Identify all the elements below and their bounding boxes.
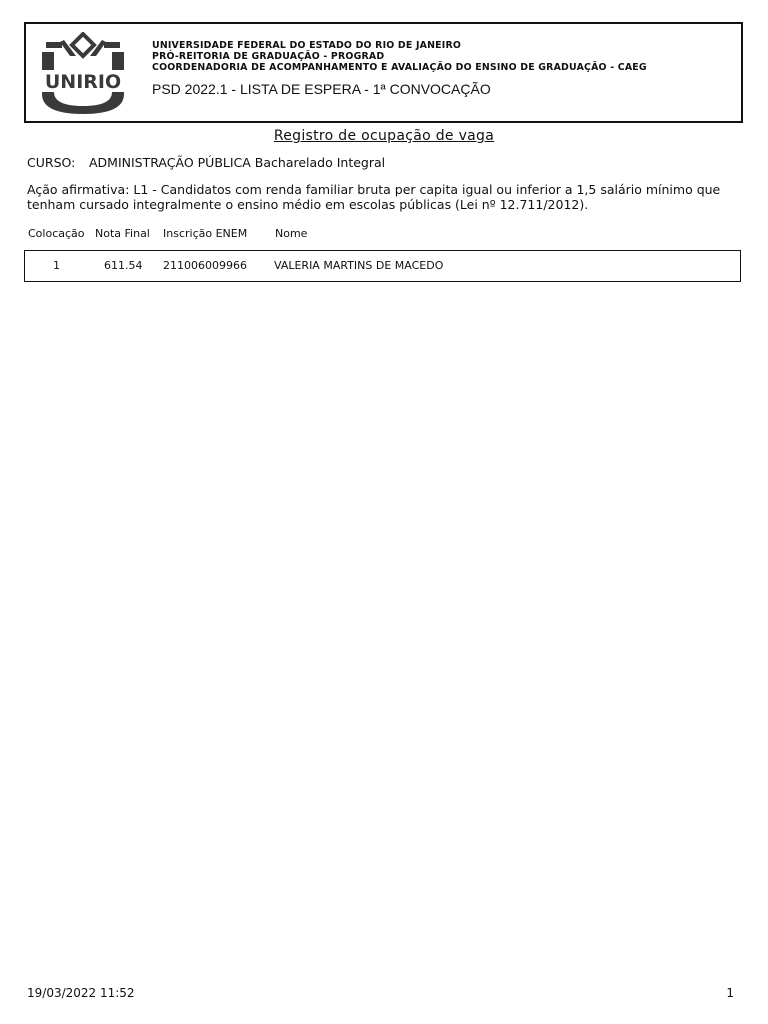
course-line xyxy=(27,155,385,170)
affirmative-action-text: Ação afirmativa: L1 - Candidatos com renda familiar bruta per capita igual ou inferior a 1,5 salário mínimo que tenham cursado integralmente o ensino médio em escolas públicas (Lei nº 12.711/2012). xyxy=(27,182,721,212)
document-title: Registro de ocupação de vaga xyxy=(273,128,495,144)
table-row xyxy=(24,250,741,282)
page-number: 1 xyxy=(726,986,734,1000)
column-header-colocacao: Colocação xyxy=(28,227,85,240)
course-label: CURSO: xyxy=(27,155,76,170)
institution-line: UNIVERSIDADE FEDERAL DO ESTADO DO RIO DE JANEIRO xyxy=(152,40,462,51)
course-value: ADMINISTRAÇÃO PÚBLICA Bacharelado Integral xyxy=(89,155,386,170)
cell-nome: VALERIA MARTINS DE MACEDO xyxy=(274,259,444,272)
footer-timestamp: 19/03/2022 11:52 xyxy=(27,986,135,1000)
unirio-logo xyxy=(36,32,130,114)
document-header xyxy=(24,22,743,123)
cell-inscricao-enem: 211006009966 xyxy=(163,259,247,272)
cell-colocacao: 1 xyxy=(53,259,60,272)
column-header-inscricao-enem: Inscrição ENEM xyxy=(163,227,248,240)
cell-nota-final: 611.54 xyxy=(104,259,143,272)
logo-text: UNIRIO xyxy=(44,71,122,93)
institution-line: PRÓ-REITORIA DE GRADUAÇÃO - PROGRAD xyxy=(152,51,385,62)
institution-line: COORDENADORIA DE ACOMPANHAMENTO E AVALIAÇÃO DO ENSINO DE GRADUAÇÃO - CAEG xyxy=(152,62,647,73)
column-header-nota-final: Nota Final xyxy=(95,227,150,240)
list-subtitle: PSD 2022.1 - LISTA DE ESPERA - 1ª CONVOCAÇÃO xyxy=(152,81,491,97)
institution-lines xyxy=(152,40,647,73)
column-header-nome: Nome xyxy=(275,227,308,240)
